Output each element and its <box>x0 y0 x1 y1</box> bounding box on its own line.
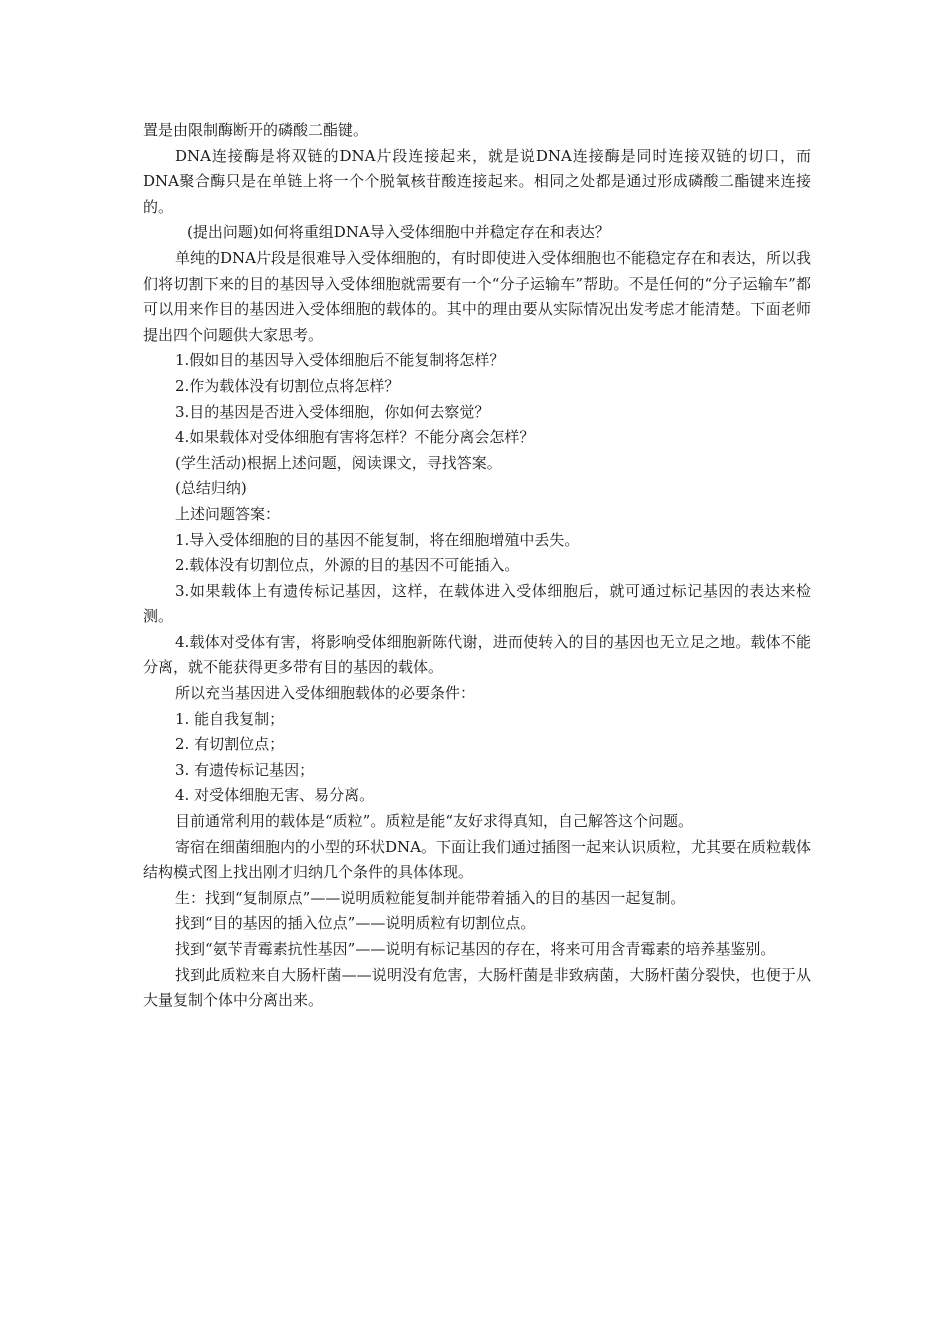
question-item-3: 3.目的基因是否进入受体细胞，你如何去察觉？ <box>175 402 490 421</box>
paragraph-student-activity: (学生活动)根据上述问题，阅读课文，寻找答案。 <box>175 453 502 472</box>
answer-item-2: 2.载体没有切割位点，外源的目的基因不可能插入。 <box>175 556 520 575</box>
answer-item-4: 4.载体对受体有害，将影响受体细胞新陈代谢，进而使转入的目的基因也无立足之地。载体不能分离，就不能获得更多带有目的基因的载体。 <box>143 632 811 677</box>
condition-item-2: 2. 有切割位点； <box>175 735 285 754</box>
condition-item-4: 4. 对受体细胞无害、易分离。 <box>175 786 375 805</box>
paragraph-answers-heading: 上述问题答案： <box>175 504 281 523</box>
condition-item-1: 1. 能自我复制； <box>175 709 285 728</box>
paragraph-replication-origin: 生：找到“复制原点”——说明质粒能复制并能带着插入的目的基因一起复制。 <box>175 888 686 907</box>
paragraph-vector-intro: 单纯的DNA片段是很难导入受体细胞的，有时即使进入受体细胞也不能稳定存在和表达，所以我们将切割下来的目的基因导入受体细胞就需要有一个“分子运输车”帮助。不是任何的“分子运输车”都可以用来作目的基因进入受体细胞的载体的。其中的理由要从实际情况出发考虑才能清楚。下面老师提出四个问题供大家思考。 <box>143 248 811 344</box>
paragraph-dna-ligase: DNA连接酶是将双链的DNA片段连接起来，就是说DNA连接酶是同时连接双链的切口，而DNA聚合酶只是在单链上将一个个脱氧核苷酸连接起来。相同之处都是通过形成磷酸二酯键来连接的。 <box>143 146 811 216</box>
question-item-1: 1.假如目的基因导入受体细胞后不能复制将怎样？ <box>175 351 505 370</box>
paragraph-insertion-site: 找到“目的基因的插入位点”——说明质粒有切割位点。 <box>175 914 536 933</box>
paragraph-conditions-heading: 所以充当基因进入受体细胞载体的必要条件： <box>175 684 476 703</box>
paragraph-plasmid-intro: 目前通常利用的载体是“质粒”。质粒是能“友好求得真知，自己解答这个问题。 <box>175 812 694 831</box>
paragraph-summary-heading: (总结归纳) <box>175 479 247 498</box>
document-body <box>143 118 811 1014</box>
answer-item-3: 3.如果载体上有遗传标记基因，这样，在载体进入受体细胞后，就可通过标记基因的表达来检测。 <box>143 581 811 626</box>
paragraph-ecoli-source: 找到此质粒来自大肠杆菌——说明没有危害，大肠杆菌是非致病菌，大肠杆菌分裂快，也便于从大量复制个体中分离出来。 <box>143 965 811 1010</box>
condition-item-3: 3. 有遗传标记基因； <box>175 760 315 779</box>
paragraph-continuation: 置是由限制酶断开的磷酸二酯键。 <box>143 121 369 139</box>
paragraph-plasmid-description: 寄宿在细菌细胞内的小型的环状DNA。下面让我们通过插图一起来认识质粒，尤其要在质粒载体结构模式图上找出刚才归纳几个条件的具体体现。 <box>143 837 811 882</box>
question-item-2: 2.作为载体没有切割位点将怎样？ <box>175 376 400 395</box>
paragraph-question: (提出问题)如何将重组DNA导入受体细胞中并稳定存在和表达？ <box>187 223 610 242</box>
answer-item-1: 1.导入受体细胞的目的基因不能复制，将在细胞增殖中丢失。 <box>175 530 580 549</box>
question-item-4: 4.如果载体对受体细胞有害将怎样？不能分离会怎样？ <box>175 428 535 447</box>
paragraph-ampicillin-gene: 找到“氨苄青霉素抗性基因”——说明有标记基因的存在，将来可用含青霉素的培养基鉴别。 <box>175 940 776 958</box>
